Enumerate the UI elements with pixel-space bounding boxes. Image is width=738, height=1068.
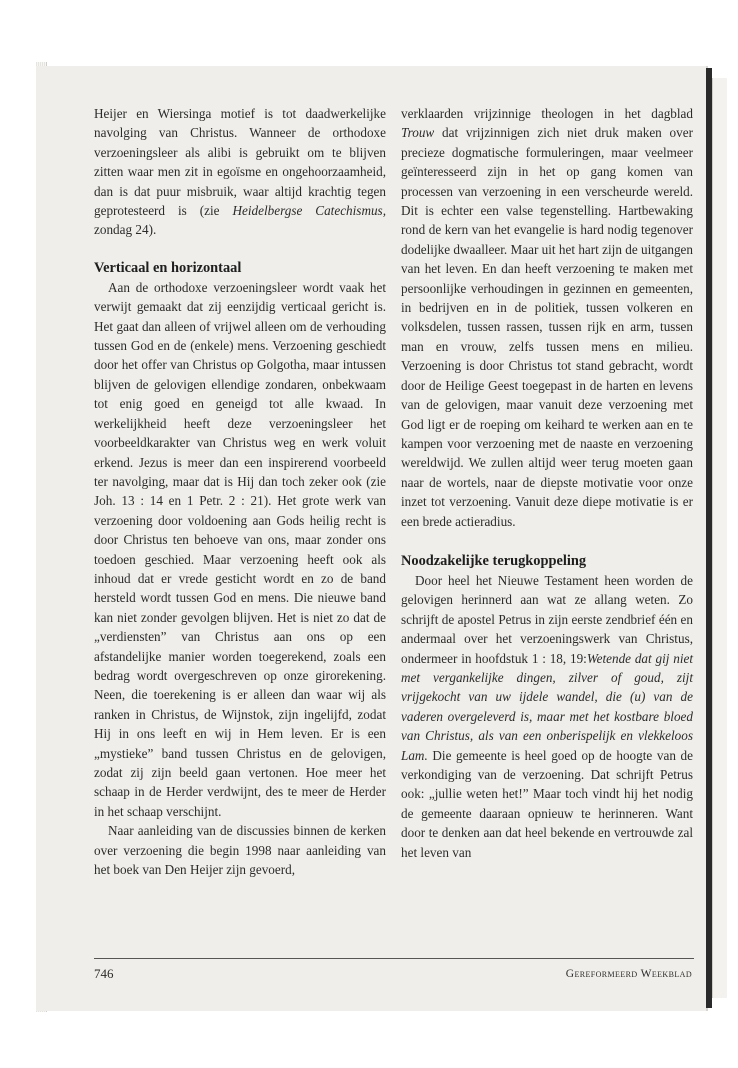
newspaper-name: Trouw (401, 125, 435, 141)
right-paragraph-1-start: verklaarden vrijzinnige theologen in het dagblad (401, 106, 693, 121)
right-paragraph-2-start: Door heel het Nieuwe Testament heen worden de gelovigen herinnerd aan wat ze allang weten. Zo schrijft de apostel Petrus in zijn eerste zendbrief één en andermaal over het verzoeningswerk van Christus, ondermeer in hoofdstuk 1 : 18, 19: (401, 572, 693, 666)
footer-rule (94, 958, 694, 959)
left-paragraph-1 (94, 104, 386, 240)
left-paragraph-1-text: Heijer en Wiersinga motief is tot daadwerkelijke navolging van Christus. Wanneer de orthodoxe verzoeningsleer als alibi is gebruikt om te blijven zitten waar men zit in egoïsme en ongehoorzaamheid, dan is dat puur misbruik, waar altijd krachtig tegen geprotesteerd is (zie (94, 106, 386, 219)
right-paragraph-1-end: dat vrijzinnigen zich niet druk maken over precieze dogmatische formuleringen, maar veelmeer geïnteresseerd zijn in het op gang komen van processen van verzoening in een verscheurde wereld. Dit is echter een valse tegenstelling. Hartbewaking rond de kern van het evangelie is hard nodig tegenover dodelijke dwaalleer. Maar uit het hart zijn de uitgangen van het leven. En dan heeft verzoening te maken met persoonlijke verhoudingen in gezinnen en gemeenten, in bedrijven en in de politiek, tussen volkeren en volksdelen, tussen rassen, tussen rijk en arm, tussen man en vrouw, zelfs tussen mens en milieu. Verzoening is door Christus tot stand gebracht, wordt door de Heilige Geest toegepast in de harten en levens van de gelovigen, maar vanuit deze verzoening met God ligt er de roeping om keihard te werken aan en te kampen voor verzoening met de naaste en verzoening wereldwijd. We zullen altijd weer terug moeten gaan naar de wortels, naar de diepste motivatie voor onze inzet tot verzoening. Vanuit deze diepe motivatie is er een brede actieradius. (401, 125, 693, 529)
right-column (401, 104, 693, 862)
left-paragraph-3: Naar aanleiding van de discussies binnen de kerken over verzoening die begin 1998 naar aanleiding van het boek van Den Heijer zijn gevoerd, (94, 823, 386, 878)
section-heading-verticaal: Verticaal en horizontaal (94, 259, 242, 276)
right-paragraph-2 (401, 571, 693, 862)
left-paragraph-2: Aan de orthodoxe verzoeningsleer wordt vaak het verwijt gemaakt dat zij eenzijdig verticaal gericht is. Het gaat dan alleen of vrijwel alleen om de verhouding tussen God en de (enkele) mens. Verzoening geschiedt door het offer van Christus op Golgotha, maar intussen blijven de gelovigen ellendige zondaren, onbekwaam tot enig goed en geneigd tot alle kwaad. In werkelijkheid heeft deze verzoeningsleer het voorbeeldkarakter van Christus weg en werk voluit erkend. Jezus is meer dan een inspirerend voorbeeld ter navolging, maar dat is Hij dan toch zeker ook (zie Joh. 13 : 14 en 1 Petr. 2 : 21). Het grote werk van verzoening door voldoening aan Gods heilig recht is door Christus ten behoeve van ons, maar zonder ons toedoen geschied. Maar verzoening heeft ook als inhoud dat er vrede gesticht wordt en zo de band hersteld wordt tussen God en mens. Die nieuwe band kan niet zonder gevolgen blijven. Het is niet zo dat de „verdiensten” van Christus aan ons op een afstandelijke manier worden toegerekend, zoals een bedrag wordt overgeschreven op onze girorekening. Neen, die toerekening is er alleen dan waar wij als ranken in Christus, de Wijnstok, zijn ingelijfd, zodat Hij in ons leeft en wij in Hem leven. Er is een „mystieke” band tussen Christus en de gelovigen, zodat zij zijn beeld gaan vertonen. Hoe meer het schaap in de Herder verdwijnt, des te meer de Herder in het schaap verschijnt. (94, 279, 386, 819)
left-column (94, 104, 386, 879)
catechism-reference: Heidelbergse Catechismus, (232, 203, 386, 219)
publication-name: Gereformeerd Weekblad (565, 968, 692, 980)
left-paragraph-1-end: zondag 24). (94, 222, 157, 238)
next-page-edge (712, 78, 727, 998)
right-paragraph-1 (401, 104, 693, 531)
page-number: 746 (94, 966, 114, 981)
section-heading-terugkoppeling: Noodzakelijke terugkoppeling (401, 552, 587, 569)
right-paragraph-2-end: Die gemeente is heel goed op de hoogte van de verkondiging van de verzoening. Dat schrijft Petrus ook: „jullie weten het!” Maar toch vindt hij het nodig de gemeente daaraan opnieuw te herinneren. Want door te denken aan dat heel bekende en vertrouwde zal het leven van (401, 747, 693, 860)
bible-quote: Wetende dat gij niet met vergankelijke dingen, zilver of goud, zijt vrijgekocht van uw ijdele wandel, die (u) van de vaderen overgeleverd is, maar met het kostbare bloed van Christus, als van een onberispelijk en vlekkeloos Lam. (401, 650, 694, 763)
